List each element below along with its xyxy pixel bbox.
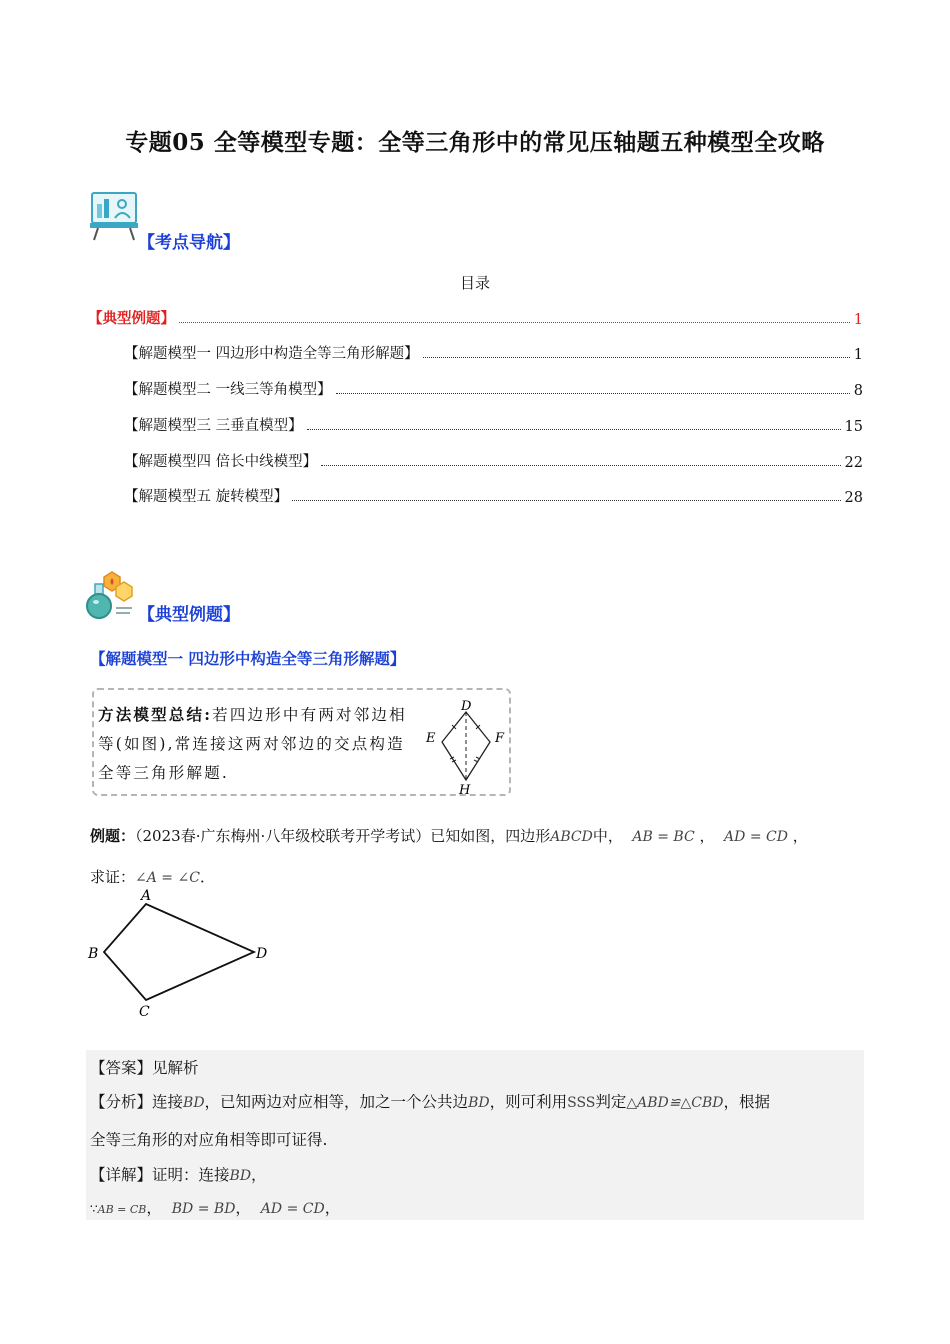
method-body: 若四边形中有两对邻边相等(如图),常连接这两对邻边的交点构造全等三角形解题. bbox=[98, 706, 407, 782]
nav-section-label: 【考点导航】 bbox=[138, 233, 240, 253]
toc-main-page: 1 bbox=[853, 312, 863, 328]
quad-label-a: A bbox=[141, 888, 152, 904]
example-sep2: ， bbox=[792, 827, 808, 845]
toc-main-label: 【典型例题】 bbox=[88, 310, 175, 327]
toc-leader bbox=[423, 356, 850, 358]
proof-comma: ， bbox=[235, 1199, 251, 1217]
kite-label-f: F bbox=[495, 731, 505, 746]
kite-label-e: E bbox=[426, 731, 436, 746]
toc-leader bbox=[307, 428, 841, 430]
example-sep1: ， bbox=[699, 827, 715, 845]
quad-label-b: B bbox=[88, 946, 99, 962]
kite-label-d: D bbox=[461, 699, 472, 714]
toc-leader bbox=[321, 464, 840, 466]
detail-text: 证明：连接 bbox=[152, 1166, 230, 1184]
toc-heading: 目录 bbox=[459, 274, 490, 292]
chemistry-flask-icon bbox=[86, 570, 138, 624]
toc-entry-page: 22 bbox=[844, 455, 863, 471]
toc-entry-label: 【解题模型四 倍长中线模型】 bbox=[124, 454, 318, 470]
method-summary-text bbox=[98, 700, 416, 788]
examples-section-label: 【典型例题】 bbox=[138, 605, 240, 625]
proof-eq-ab-cb: AB = CB bbox=[97, 1203, 147, 1216]
toc-entry-model-4[interactable] bbox=[124, 449, 863, 471]
toc-entry-page: 8 bbox=[853, 383, 863, 399]
analysis-text: ，则可利用 bbox=[489, 1093, 568, 1111]
toc-main-entry[interactable] bbox=[88, 306, 863, 328]
analysis-bd: BD bbox=[183, 1095, 205, 1111]
example-mid: 中， bbox=[592, 827, 623, 845]
answer-text: 见解析 bbox=[152, 1059, 199, 1077]
example-quad: ABCD bbox=[550, 829, 593, 845]
example-source: （2023春·广东梅州·八年级校联考开学考试）已知如图，四边形 bbox=[135, 827, 551, 845]
analysis-text: 连接 bbox=[152, 1093, 184, 1111]
detail-text: ， bbox=[251, 1166, 267, 1184]
analysis-text: 判定 bbox=[595, 1093, 627, 1111]
toc-leader bbox=[179, 321, 850, 323]
analysis-line-2: 全等三角形的对应角相等即可证得. bbox=[90, 1131, 328, 1149]
toc-entry-label: 【解题模型三 三垂直模型】 bbox=[124, 418, 303, 434]
toc-entry-model-2[interactable] bbox=[124, 377, 863, 399]
toc-entry-model-3[interactable] bbox=[124, 413, 863, 435]
proof-eq-ad-cd: AD = CD bbox=[260, 1201, 325, 1217]
model-1-heading: 【解题模型一 四边形中构造全等三角形解题】 bbox=[90, 649, 406, 668]
detail-bd: BD bbox=[229, 1168, 252, 1184]
kite-label-h: H bbox=[459, 783, 471, 796]
quad-label-d: D bbox=[256, 946, 268, 962]
toc-entry-page: 1 bbox=[853, 347, 863, 363]
toc-entry-model-5[interactable] bbox=[124, 484, 863, 506]
analysis-text: ，根据 bbox=[723, 1093, 771, 1111]
prove-statement: ∠A = ∠C bbox=[135, 870, 200, 886]
analysis-line-1 bbox=[90, 1090, 770, 1112]
proof-line-1 bbox=[90, 1196, 340, 1218]
analysis-sss: SSS bbox=[567, 1095, 596, 1111]
detail-line bbox=[90, 1163, 267, 1185]
because-symbol: ∵ bbox=[90, 1202, 98, 1216]
proof-comma: ， bbox=[146, 1199, 162, 1217]
page-title: 专题05 全等模型专题：全等三角形中的常见压轴题五种模型全攻略 bbox=[125, 129, 825, 156]
toc-entry-label: 【解题模型一 四边形中构造全等三角形解题】 bbox=[124, 346, 419, 362]
analysis-tag: 【分析】 bbox=[90, 1093, 153, 1111]
prove-prefix: 求证： bbox=[90, 868, 136, 886]
example-eq1: AB = BC bbox=[632, 829, 695, 845]
detail-tag: 【详解】 bbox=[90, 1166, 153, 1184]
answer-line bbox=[90, 1056, 199, 1078]
example-eq2: AD = CD bbox=[724, 829, 788, 845]
toc-entry-page: 28 bbox=[844, 490, 863, 506]
toc-entry-model-1[interactable] bbox=[124, 341, 863, 363]
method-lead: 方法模型总结 bbox=[98, 705, 205, 724]
answer-tag: 【答案】 bbox=[90, 1059, 153, 1077]
analysis-text: ，已知两边对应相等，加之一个公共边 bbox=[204, 1093, 469, 1111]
toc-entry-label: 【解题模型五 旋转模型】 bbox=[124, 489, 289, 505]
quadrilateral-figure bbox=[86, 880, 276, 1029]
toc-leader bbox=[336, 392, 850, 394]
analysis-congruence: △ABD≌△CBD bbox=[626, 1095, 724, 1111]
quad-label-c: C bbox=[139, 1004, 150, 1020]
kite-figure bbox=[420, 698, 520, 800]
presentation-board-icon bbox=[88, 190, 140, 246]
proof-comma: ， bbox=[324, 1199, 341, 1217]
method-colon: : bbox=[204, 705, 213, 724]
example-lead: 例题： bbox=[90, 827, 136, 845]
proof-eq-bd-bd: BD = BD bbox=[171, 1201, 236, 1217]
toc-leader bbox=[292, 499, 840, 501]
toc-entry-label: 【解题模型二 一线三等角模型】 bbox=[124, 382, 332, 398]
prove-end: ． bbox=[199, 868, 215, 886]
toc-entry-page: 15 bbox=[844, 419, 863, 435]
analysis-bd: BD bbox=[468, 1095, 490, 1111]
